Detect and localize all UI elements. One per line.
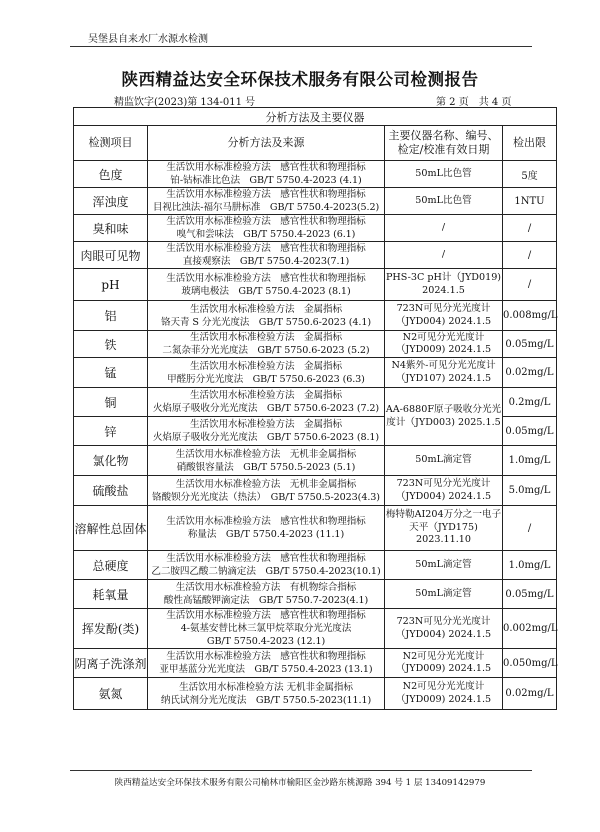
methods-table (73, 107, 557, 710)
method-cell (148, 678, 385, 710)
instrument-cell: 50mL滴定管 (385, 580, 503, 609)
table-row (74, 242, 557, 269)
method-line: 生活饮用水标准检验方法 感官性状和物理指标 (166, 189, 366, 200)
section-title: 分析方法及主要仪器 (74, 108, 557, 126)
method-cell (148, 417, 385, 446)
method-line: GB/T 5750.4-2023 (12.1) (206, 636, 326, 647)
running-header: 吴堡县自来水厂水源水检测 (88, 34, 208, 45)
item-cell: pH (74, 269, 148, 301)
method-cell (148, 446, 385, 476)
table-row (74, 301, 557, 331)
method-line: 乙二胺四乙酸二钠滴定法 GB/T 5750.4-2023(10.1) (151, 566, 381, 577)
method-line: 生活饮用水标准检验方法 有机物综合指标 (175, 582, 357, 593)
method-cell (148, 242, 385, 269)
col-header-instrument: 主要仪器名称、编号、检定/校准有效日期 (385, 126, 503, 161)
limit-cell: 0.05mg/L (503, 331, 557, 358)
table-row (74, 269, 557, 301)
method-line: 生活饮用水标准检验方法 感官性状和物理指标 (166, 610, 366, 621)
item-cell: 铝 (74, 301, 148, 331)
method-line: 玻璃电极法 GB/T 5750.4-2023 (8.1) (181, 285, 351, 297)
method-line: 生活饮用水标准检验方法 感官性状和物理指标 (166, 243, 366, 254)
table-row (74, 506, 557, 551)
instrument-cell: 梅特勒AI204万分之一电子天平（JYD175) 2023.11.10 (385, 506, 503, 551)
method-line: 酸性高锰酸钾滴定法 GB/T 5750.7-2023(4.1) (163, 595, 369, 606)
method-line: 火焰原子吸收分光光度法 GB/T 5750.6-2023 (7.2) (152, 403, 380, 414)
header-divider (70, 46, 532, 47)
table-body (74, 161, 557, 710)
item-cell: 锰 (74, 358, 148, 388)
instrument-cell: 50mL滴定管 (385, 551, 503, 580)
method-line: 目视比浊法-福尔马肼标准 GB/T 5750.4-2023(5.2) (152, 202, 380, 213)
report-title: 陕西精益达安全环保技术服务有限公司检测报告 (121, 70, 479, 89)
instrument-cell: / (385, 215, 503, 242)
method-cell (148, 301, 385, 331)
footer-address: 陕西精益达安全环保技术服务有限公司榆林市榆阳区金沙路东桃源路 394 号 1 层 13409142979 (114, 778, 486, 788)
table-row (74, 678, 557, 710)
table-row (74, 331, 557, 358)
method-line: 甲醛肟分光光度法 GB/T 5750.6-2023 (6.3) (167, 373, 365, 385)
method-cell (148, 551, 385, 580)
item-cell: 氯化物 (74, 446, 148, 476)
instrument-cell: 50mL比色管 (385, 161, 503, 188)
col-header-limit: 检出限 (503, 126, 557, 161)
method-cell (148, 358, 385, 388)
instrument-cell: 723N可见分光光度计（JYD004) 2024.1.5 (385, 609, 503, 649)
method-line: 生活饮用水标准检验方法 感官性状和物理指标 (166, 651, 366, 662)
limit-cell: 1.0mg/L (503, 446, 557, 476)
method-cell (148, 609, 385, 649)
item-cell: 锌 (74, 417, 148, 446)
method-cell (148, 506, 385, 551)
method-line: 火焰原子吸收分光光度法 GB/T 5750.6-2023 (8.1) (152, 432, 380, 443)
method-cell (148, 388, 385, 417)
item-cell: 色度 (74, 161, 148, 188)
method-line: 生活饮用水标准检验方法 感官性状和物理指标 (166, 516, 366, 527)
method-line: 生活饮用水标准检验方法 金属指标 (190, 390, 342, 401)
col-header-item: 检测项目 (74, 126, 148, 161)
item-cell: 肉眼可见物 (74, 242, 148, 269)
method-cell (148, 161, 385, 188)
instrument-cell: / (385, 242, 503, 269)
table-row (74, 649, 557, 678)
instrument-cell: 723N可见分光光度计（JYD004) 2024.1.5 (385, 476, 503, 506)
item-cell: 浑浊度 (74, 188, 148, 215)
item-cell: 总硬度 (74, 551, 148, 580)
instrument-cell: 50mL滴定管 (385, 446, 503, 476)
method-line: 称量法 GB/T 5750.4-2023 (11.1) (187, 529, 345, 540)
method-line: 生活饮用水标准检验方法 感官性状和物理指标 (166, 216, 366, 227)
table-row (74, 446, 557, 476)
method-line: 硝酸银容量法 GB/T 5750.5-2023 (5.1) (176, 461, 356, 473)
method-line: 二氮杂菲分光光度法 GB/T 5750.6-2023 (5.2) (162, 345, 370, 356)
table-row (74, 215, 557, 242)
item-cell: 臭和味 (74, 215, 148, 242)
method-line: 生活饮用水标准检验方法 感官性状和物理指标 (166, 272, 366, 284)
limit-cell: 0.050mg/L (503, 649, 557, 678)
method-line: 生活饮用水标准检验方法 无机非金属指标 (175, 478, 357, 490)
method-line: 生活饮用水标准检验方法 金属指标 (190, 419, 342, 430)
limit-cell: / (503, 242, 557, 269)
method-line: 生活饮用水标准检验方法 金属指标 (190, 303, 342, 315)
item-cell: 溶解性总固体 (74, 506, 148, 551)
table-row (74, 609, 557, 649)
method-cell (148, 188, 385, 215)
method-line: 嗅气和尝味法 GB/T 5750.4-2023 (6.1) (176, 229, 356, 240)
table-row (74, 188, 557, 215)
limit-cell: 1.0mg/L (503, 551, 557, 580)
table-row (74, 551, 557, 580)
table-row (74, 161, 557, 188)
limit-cell: 1NTU (503, 188, 557, 215)
table-row (74, 388, 557, 417)
method-cell (148, 580, 385, 609)
item-cell: 阴离子洗涤剂 (74, 649, 148, 678)
table-row (74, 580, 557, 609)
limit-cell: 0.05mg/L (503, 580, 557, 609)
item-cell: 铁 (74, 331, 148, 358)
method-line: 纳氏试剂分光光度法 GB/T 5750.5-2023(11.1) (160, 694, 372, 706)
method-line: 生活饮用水标准检验方法 金属指标 (190, 360, 342, 372)
instrument-cell: N4紫外-可见分光光度计（JYD107) 2024.1.5 (385, 358, 503, 388)
limit-cell: 5.0mg/L (503, 476, 557, 506)
document-number: 精监饮字(2023)第 134-011 号 (114, 97, 256, 108)
method-cell (148, 476, 385, 506)
item-cell: 耗氧量 (74, 580, 148, 609)
limit-cell: 5度 (503, 161, 557, 188)
method-line: 生活饮用水标准检验方法 感官性状和物理指标 (166, 162, 366, 173)
instrument-cell: 723N可见分光光度计（JYD004) 2024.1.5 (385, 301, 503, 331)
limit-cell: 0.002mg/L (503, 609, 557, 649)
instrument-cell: N2可见分光光度计（JYD009) 2024.1.5 (385, 331, 503, 358)
method-line: 铬天青 S 分光光度法 GB/T 5750.6-2023 (4.1) (160, 316, 372, 328)
limit-cell: 0.02mg/L (503, 358, 557, 388)
limit-cell: / (503, 215, 557, 242)
method-line: 铂-钴标准比色法 GB/T 5750.4-2023 (4.1) (170, 175, 362, 186)
method-cell (148, 269, 385, 301)
limit-cell: / (503, 506, 557, 551)
page-number: 第 2 页 共 4 页 (436, 97, 512, 108)
method-line: 生活饮用水标准检验方法 无机非金属指标 (175, 448, 357, 460)
instrument-cell: PHS-3C pH计（JYD019) 2024.1.5 (385, 269, 503, 301)
item-cell: 硫酸盐 (74, 476, 148, 506)
limit-cell: 0.008mg/L (503, 301, 557, 331)
instrument-cell: N2可见分光光度计（JYD009) 2024.1.5 (385, 678, 503, 710)
table-row (74, 476, 557, 506)
limit-cell: / (503, 269, 557, 301)
method-line: 亚甲基蓝分光光度法 GB/T 5750.4-2023 (13.1) (159, 664, 373, 675)
item-cell: 氨氮 (74, 678, 148, 710)
table-row (74, 358, 557, 388)
method-cell (148, 215, 385, 242)
limit-cell: 0.2mg/L (503, 388, 557, 417)
item-cell: 挥发酚(类) (74, 609, 148, 649)
method-line: 生活饮用水标准检验方法 金属指标 (190, 332, 342, 343)
limit-cell: 0.02mg/L (503, 678, 557, 710)
method-cell (148, 649, 385, 678)
limit-cell: 0.05mg/L (503, 417, 557, 446)
col-header-method: 分析方法及来源 (148, 126, 385, 161)
footer-divider (70, 770, 532, 771)
instrument-cell: 50mL比色管 (385, 188, 503, 215)
method-line: 生活饮用水标准检验方法 无机非金属指标 (179, 681, 353, 693)
method-line: 4-氨基安替比林三氯甲烷萃取分光光度法 (180, 623, 352, 634)
method-line: 直接观察法 GB/T 5750.4-2023(7.1) (182, 256, 350, 267)
method-cell (148, 331, 385, 358)
instrument-cell: N2可见分光光度计（JYD009) 2024.1.5 (385, 649, 503, 678)
method-line: 生活饮用水标准检验方法 感官性状和物理指标 (166, 553, 366, 564)
method-line: 铬酸钡分光光度法（热法） GB/T 5750.5-2023(4.3) (152, 491, 380, 503)
instrument-cell: AA-6880F原子吸收分光光度计（JYD003) 2025.1.5 (385, 388, 503, 446)
item-cell: 铜 (74, 388, 148, 417)
